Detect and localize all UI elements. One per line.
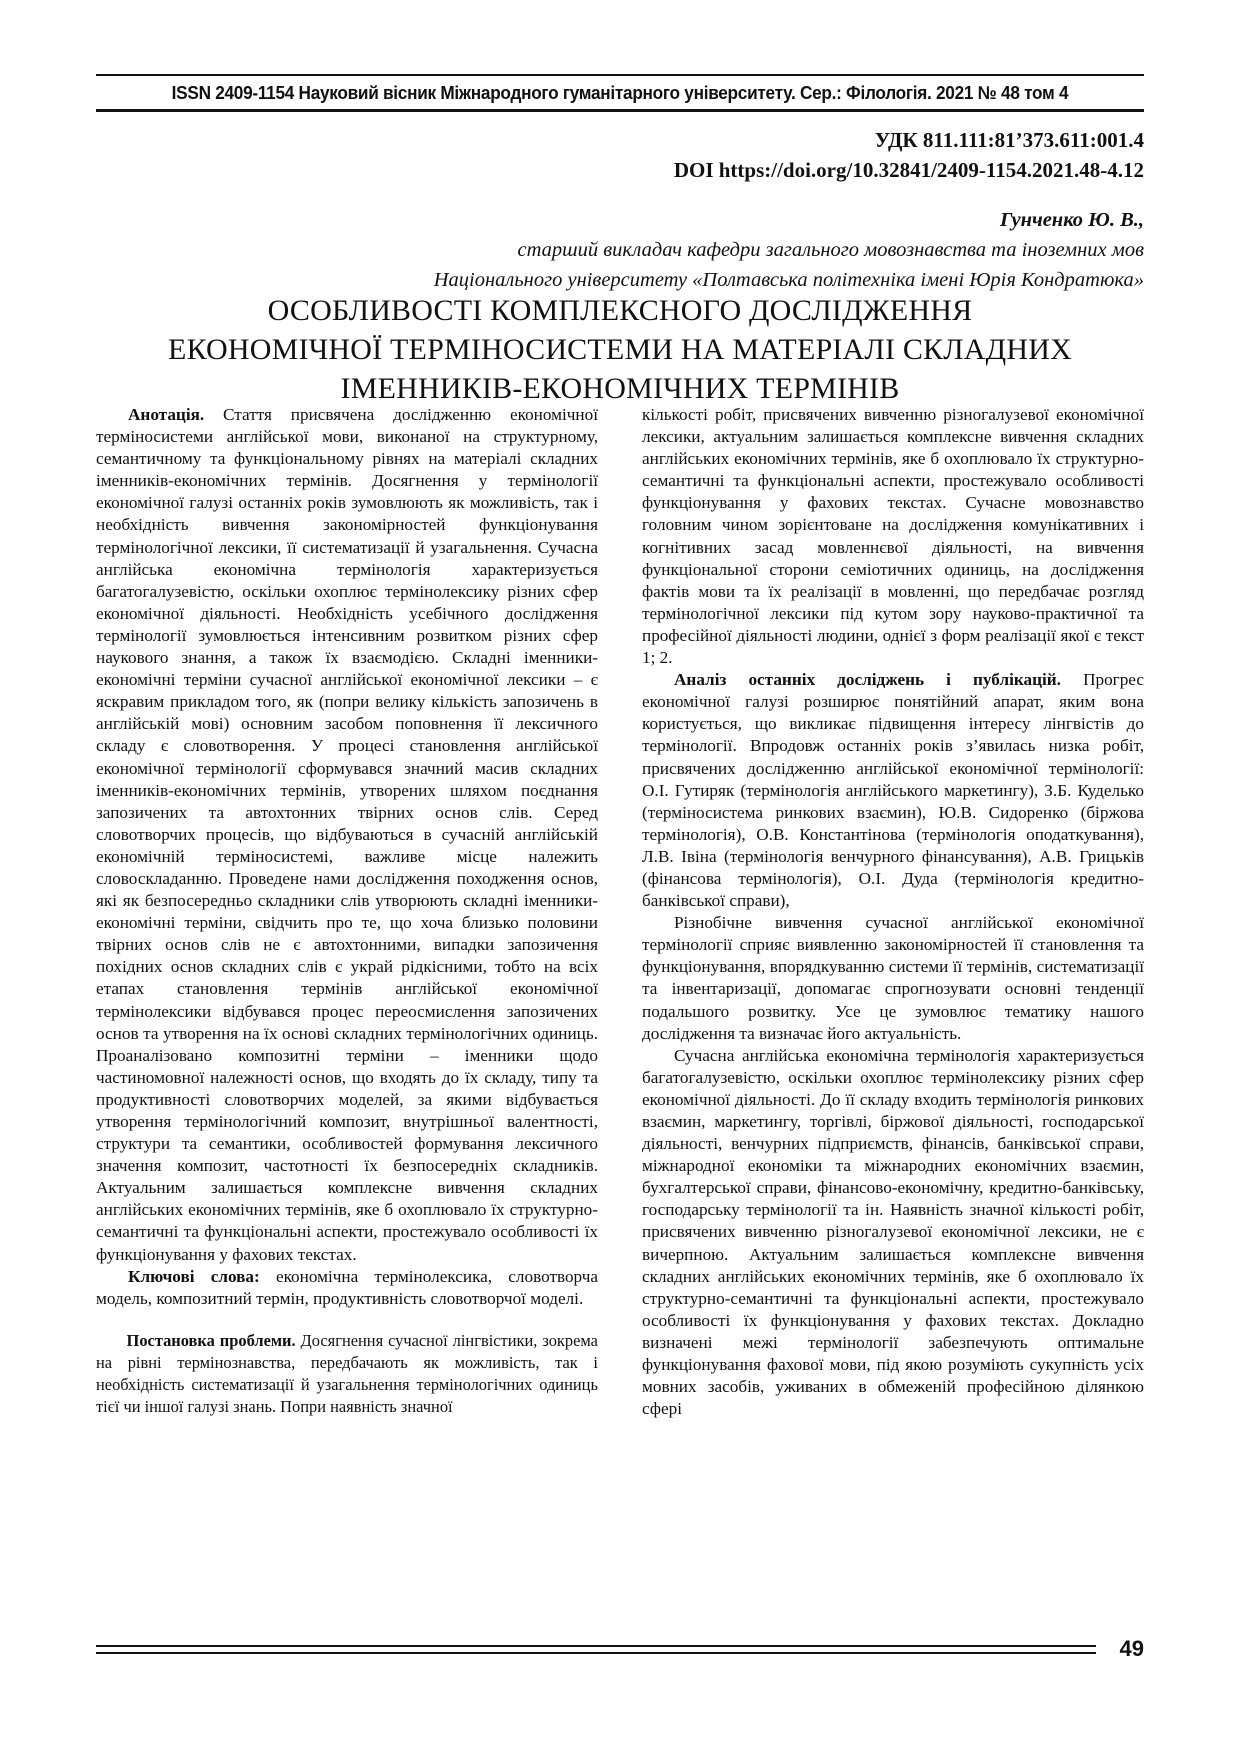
diverse-study-paragraph: Різнобічне вивчення сучасної англійської економічної термінології сприяє виявленню закономірностей її становлення та функціонування, впорядкуванню системи її термінів, систематизації та інвентаризації, допомагає спрогнозувати основні тенденції подальшого розвитку. Усе це зумовлює тематику нашого дослідження та визначає його актуальність. xyxy=(642,913,1144,1043)
problem-statement-label: Постановка проблеми. xyxy=(126,1330,296,1350)
problem-statement-text: Досягнення сучасної лінгвістики, зокрема на рівні термінознавства, передбачають як можливість, так і необхідність систематизації й узагальнення термінологічних одиниць тієї чи іншої галузі знань. Попри наявність значної xyxy=(96,1330,598,1417)
analysis-paragraph xyxy=(642,669,1144,912)
abstract-text: Стаття присвячена дослідженню економічної терміносистеми англійської мови, виконаної на структурному, семантичному та функціональному рівнях на матеріалі складних іменників-економічних термінів. Досягнення у термінології економічної галузі останніх років зумовлюють як можливість, так і необхідність вивчення закономірностей функціонування термінологічної лексики, її систематизації й узагальнення. Сучасна англійська економічна термінологія характеризується багатогалузевістю, оскільки охоплює термінолексику різних сфер економічної діяльності. Необхідність усебічного дослідження термінології зумовлюється інтенсивним розвитком різних сфер наукового знання, а також їх взаємодією. Складні іменники-економічні терміни сучасної англійської економічної лексики – є яскравим прикладом того, як (попри велику кількість запозичень в англійській мові) основним засобом поповнення її лексичного складу є словотворення. У процесі становлення англійської економічної термінології сформувався значний масив складних іменників-економічних термінів, утворених шляхом поєднання запозичених та автохтонних твірних основ слів. Серед словотворчих процесів, що відбуваються в сучасній англійській економічній терміносистемі, важливе місце належить словоскладанню. Проведене нами дослідження походження основ, які як безпосередньо складники слів утворюють складні іменники-економічні терміни, свідчить про те, що хоча близько половини твірних основ слів не є автохтонними, випадки запозичення похідних основ складних слів є украй рідкісними, тобто на всіх етапах становлення термінів англійської економічної термінолексики відбувався процес переосмислення запозичених основ та утворення на їх основі складних термінологічних одиниць. Проаналізовано композитні терміни – іменники щодо частиномовної належності основ, що входять до їх складу, типу та продуктивності словотворчих моделей, за якими відбувається утворення термінологічний композит, внутрішньої валентності, структури та семантики, особливостей формування лексичного значення композит, частотності їх безпосередніх складників. Актуальним залишається комплексне вивчення складних англійських економічних термінів, яке б охоплювало їх структурно-семантичні та функціональні аспекти, простежувало особливості їх функціонування у фахових текстах. xyxy=(96,405,598,1264)
running-head xyxy=(96,74,1144,112)
running-head-rule-top xyxy=(96,74,1144,76)
right-column xyxy=(642,404,1144,1609)
problem-statement-paragraph xyxy=(96,1330,598,1418)
continuation-paragraph: кількості робіт, присвячених вивченню різногалузевої економічної лексики, актуальним залишається комплексне вивчення складних англійських економічних термінів, яке б охоплювало їх структурно-семантичні та функціональні аспекти, простежувало особливості функціонування у фахових текстах. Сучасне мовознавство головним чином зорієнтоване на дослідження комунікативних і когнітивних засад мовленнєвої діяльності, на вивчення функціональної сторони семіотичних одиниць, на дослідження фактів мови та їх реалізації в мовленні, що передбачає розгляд термінологічної лексики під кутом зору науково-практичної та професійної діяльності людини, однієї з форм реалізації якої є текст 1; 2. xyxy=(642,405,1144,668)
running-head-text: ISSN 2409-1154 Науковий вісник Міжнародного гуманітарного університету. Сер.: Філологія. 2021 № 48 том 4 xyxy=(171,82,1069,103)
running-head-rule-bottom xyxy=(96,109,1144,112)
analysis-label: Аналіз останніх досліджень і публікацій. xyxy=(674,670,1061,690)
author-position: старший викладач кафедри загального мовознавства та іноземних мов xyxy=(517,238,1144,261)
article-title xyxy=(96,291,1144,408)
body-columns xyxy=(96,404,1144,1609)
article-title-line-3: ІМЕННИКІВ-ЕКОНОМІЧНИХ ТЕРМІНІВ xyxy=(340,372,900,405)
keywords-text: економічна термінолексика, словотворча модель, композитний термін, продуктивність словотворчої моделі. xyxy=(96,1266,598,1308)
keywords-paragraph xyxy=(96,1266,598,1310)
author-affiliation: Національного університету «Полтавська політехніка імені Юрія Кондратюка» xyxy=(433,268,1144,291)
keywords-label: Ключові слова: xyxy=(128,1266,260,1286)
analysis-text: Прогрес економічної галузі розширює понятійний апарат, яким вона користується, що викликає підвищення інтересу лінгвістів до термінології. Впродовж останніх років з’явилась низка робіт, присвячених дослідженню англійської економічної термінології: О.І. Гутиряк (термінологія англійського маркетингу), З.Б. Куделько (терміносистема ринкових взаємин), Ю.В. Сидоренко (біржова термінологія), О.В. Константінова (термінологія оподаткування), Л.В. Івіна (термінологія венчурного фінансування), А.В. Грицьків (фінансова термінологія), О.І. Дуда (термінологія кредитно-банківської справи), xyxy=(642,670,1144,911)
doi-link[interactable]: DOI https://doi.org/10.32841/2409-1154.2021.48-4.12 xyxy=(673,157,1144,182)
abstract-label: Анотація. xyxy=(128,405,205,424)
left-column xyxy=(96,404,598,1609)
identifier-block xyxy=(674,126,1144,186)
modern-terminology-paragraph: Сучасна англійська економічна термінологія характеризується багатогалузевістю, оскільки охоплює термінолексику різних сфер економічної діяльності. До її складу входить термінологія ринкових взаємин, маркетингу, торгівлі, біржової діяльності, господарської діяльності, венчурних підприємств, фінансів, банківської справи, міжнародної економіки та міжнародних економічних взаємин, бухгалтерської справи, фінансово-економічну, кредитно-банківську, господарську термінології та ін. Наявність значної кількості робіт, присвячених вивченню різногалузевої економічної лексики, не є вичерпною. Актуальним залишається комплексне вивчення складних англійських економічних термінів, яке б охоплювало їх структурно-семантичні та функціональні аспекти, простежувало особливості їх функціонування у фахових текстах. Докладно визначені межі термінології забезпечують оптимальне функціонування фахової мови, під якою розуміють сукупність усіх мовних засобів, уживаних в обмеженій професійною ділянкою сфері xyxy=(642,1045,1144,1419)
abstract-paragraph xyxy=(96,404,598,1266)
section-gap xyxy=(96,1310,598,1330)
article-title-line-1: ОСОБЛИВОСТІ КОМПЛЕКСНОГО ДОСЛІДЖЕННЯ xyxy=(267,294,973,327)
udc-code: УДК 811.111:81’373.611:001.4 xyxy=(874,128,1144,152)
page-footer xyxy=(96,1638,1144,1660)
page-number: 49 xyxy=(1119,1636,1144,1661)
author-block xyxy=(144,206,1144,296)
author-name: Гунченко Ю. В., xyxy=(999,209,1144,231)
footer-rule xyxy=(96,1645,1096,1654)
article-title-line-2: ЕКОНОМІЧНОЇ ТЕРМІНОСИСТЕМИ НА МАТЕРІАЛІ СКЛАДНИХ xyxy=(168,333,1072,366)
